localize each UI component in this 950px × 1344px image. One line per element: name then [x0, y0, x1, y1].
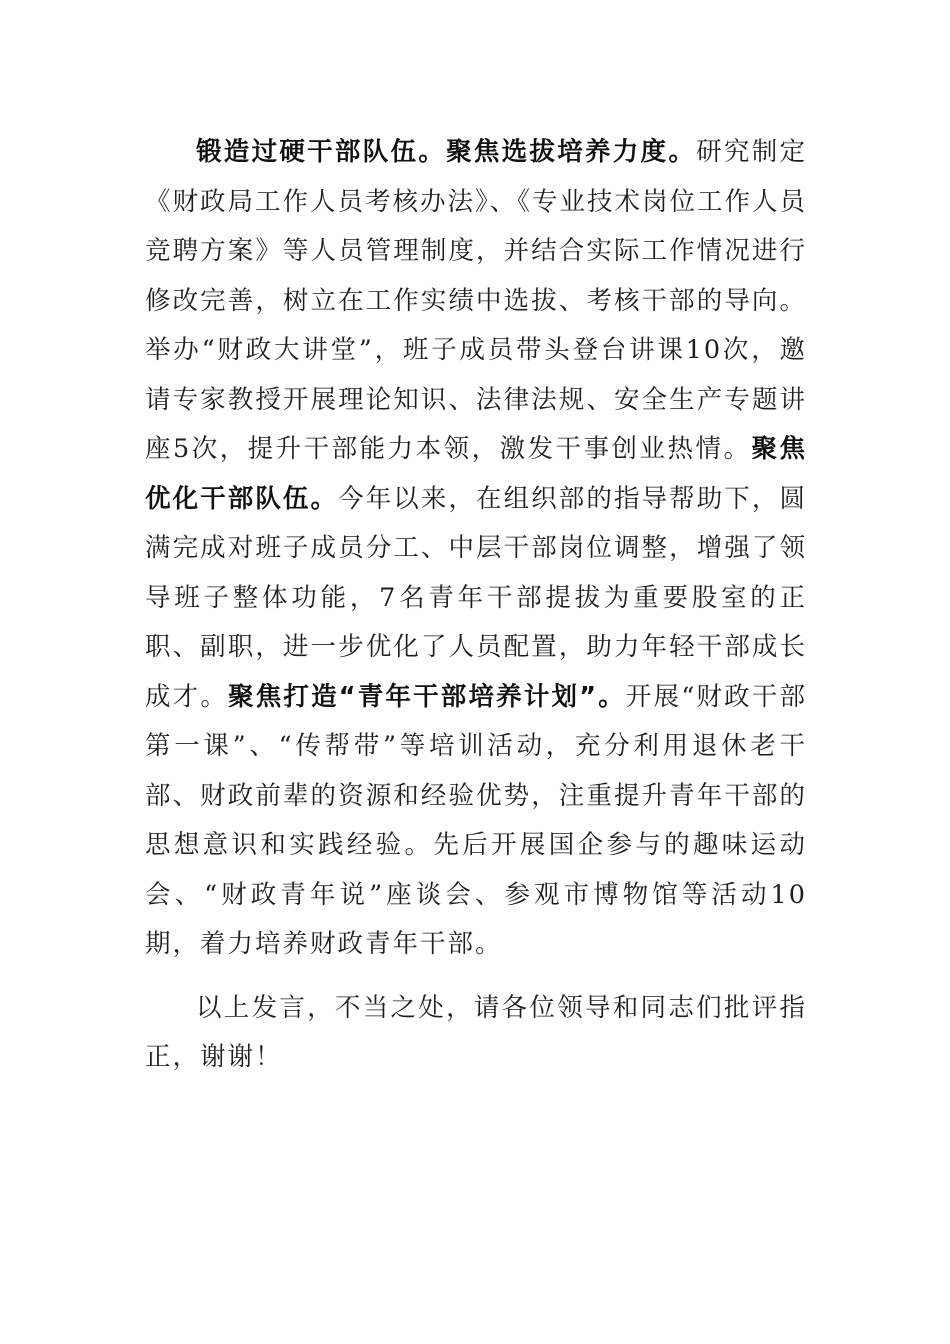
subsection-heading-youth-plan: 聚焦打造“青年干部培养计划”。: [228, 681, 626, 712]
closing-text: 以上发言，不当之处，请各位领导和同志们批评指正，谢谢！: [145, 992, 807, 1072]
paragraph-text: 今年以来，在组织部的指导帮助下，圆满完成对班子成员分工、中层干部岗位调整，增强了领导班子整体功能，7名青年干部提拔为重要股室的正职、副职，进一步优化了人员配置，助力年轻干部成长成才。: [145, 483, 807, 712]
paragraph-text: 研究制定《财政局工作人员考核办法》、《专业技术岗位工作人员竞聘方案》等人员管理制度，并结合实际工作情况进行修改完善，树立在工作实绩中选拔、考核干部的导向。举办“财政大讲堂”，班子成员带头登台讲课10次，邀请专家教授开展理论知识、法律法规、安全生产专题讲座5次，提升干部能力本领，激发干事创业热情。: [145, 137, 808, 464]
paragraph-text: 开展“财政干部第一课”、“传帮带”等培训活动，充分利用退休老干部、财政前辈的资源和经验优势，注重提升青年干部的思想意识和实践经验。先后开展国企参与的趣味运动会、“财政青年说”座谈会、参观市博物馆等活动10期，着力培养财政青年干部。: [145, 681, 807, 959]
section-heading: 锻造过硬干部队伍。: [196, 137, 447, 167]
document-body: [145, 128, 807, 1083]
paragraph-cadre-team: [145, 128, 807, 970]
subsection-heading-optimize: 聚焦优化干部队伍。: [145, 434, 807, 514]
subsection-heading-selection: 聚焦选拔培养力度。: [446, 137, 697, 167]
paragraph-closing: [145, 984, 807, 1083]
